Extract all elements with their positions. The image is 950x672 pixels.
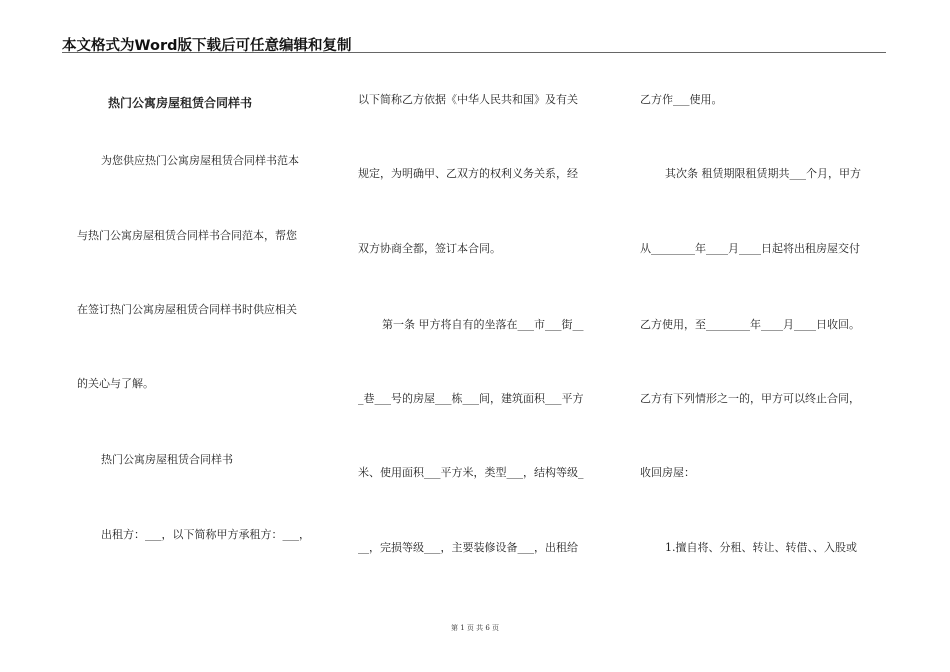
paragraph-line: 乙方有下列情形之一的，甲方可以终止合同， (640, 392, 860, 405)
paragraph-line: 的关心与了解。 (77, 377, 154, 390)
paragraph-line: 热门公寓房屋租赁合同样书 (101, 453, 233, 466)
paragraph-line: 其次条 租赁期限租赁期共___个月，甲方 (665, 167, 861, 180)
document-title: 热门公寓房屋租赁合同样书 (108, 96, 253, 110)
paragraph-line: 1.擅自将、分租、转让、转借、、入股或 (665, 541, 857, 554)
paragraph-line: 乙方作___使用。 (640, 93, 723, 106)
text-column-2 (340, 0, 620, 672)
paragraph-line: 出租方：___，以下简称甲方承租方：___， (101, 528, 310, 541)
paragraph-line: __，完损等级___，主要装修设备___，出租给 (358, 541, 578, 554)
paragraph-line: 与热门公寓房屋租赁合同样书合同范本，帮您 (77, 229, 297, 242)
paragraph-line: 乙方使用，至________年____月____日收回。 (640, 318, 860, 331)
paragraph-line: 收回房屋： (640, 466, 695, 479)
text-column-1 (0, 0, 330, 672)
paragraph-line: 在签订热门公寓房屋租赁合同样书时供应相关 (77, 303, 297, 316)
document-banner: 本文格式为Word版下载后可任意编辑和复制 (62, 38, 352, 54)
paragraph-line: 米、使用面积___平方米，类型___，结构等级_ (358, 466, 584, 479)
text-column-3 (630, 0, 890, 672)
paragraph-line: 第一条 甲方将自有的坐落在___市___街__ (382, 318, 584, 331)
paragraph-line: 为您供应热门公寓房屋租赁合同样书范本 (101, 154, 299, 167)
paragraph-line: 从________年____月____日起将出租房屋交付 (640, 242, 860, 255)
page-number: 第 1 页 共 6 页 (450, 624, 500, 632)
paragraph-line: 以下简称乙方依据《中华人民共和国》及有关 (358, 93, 578, 106)
paragraph-line: _巷___号的房屋___栋___间，建筑面积___平方 (358, 392, 584, 405)
paragraph-line: 双方协商全都，签订本合同。 (358, 242, 501, 255)
paragraph-line: 规定，为明确甲、乙双方的权利义务关系，经 (358, 167, 578, 180)
